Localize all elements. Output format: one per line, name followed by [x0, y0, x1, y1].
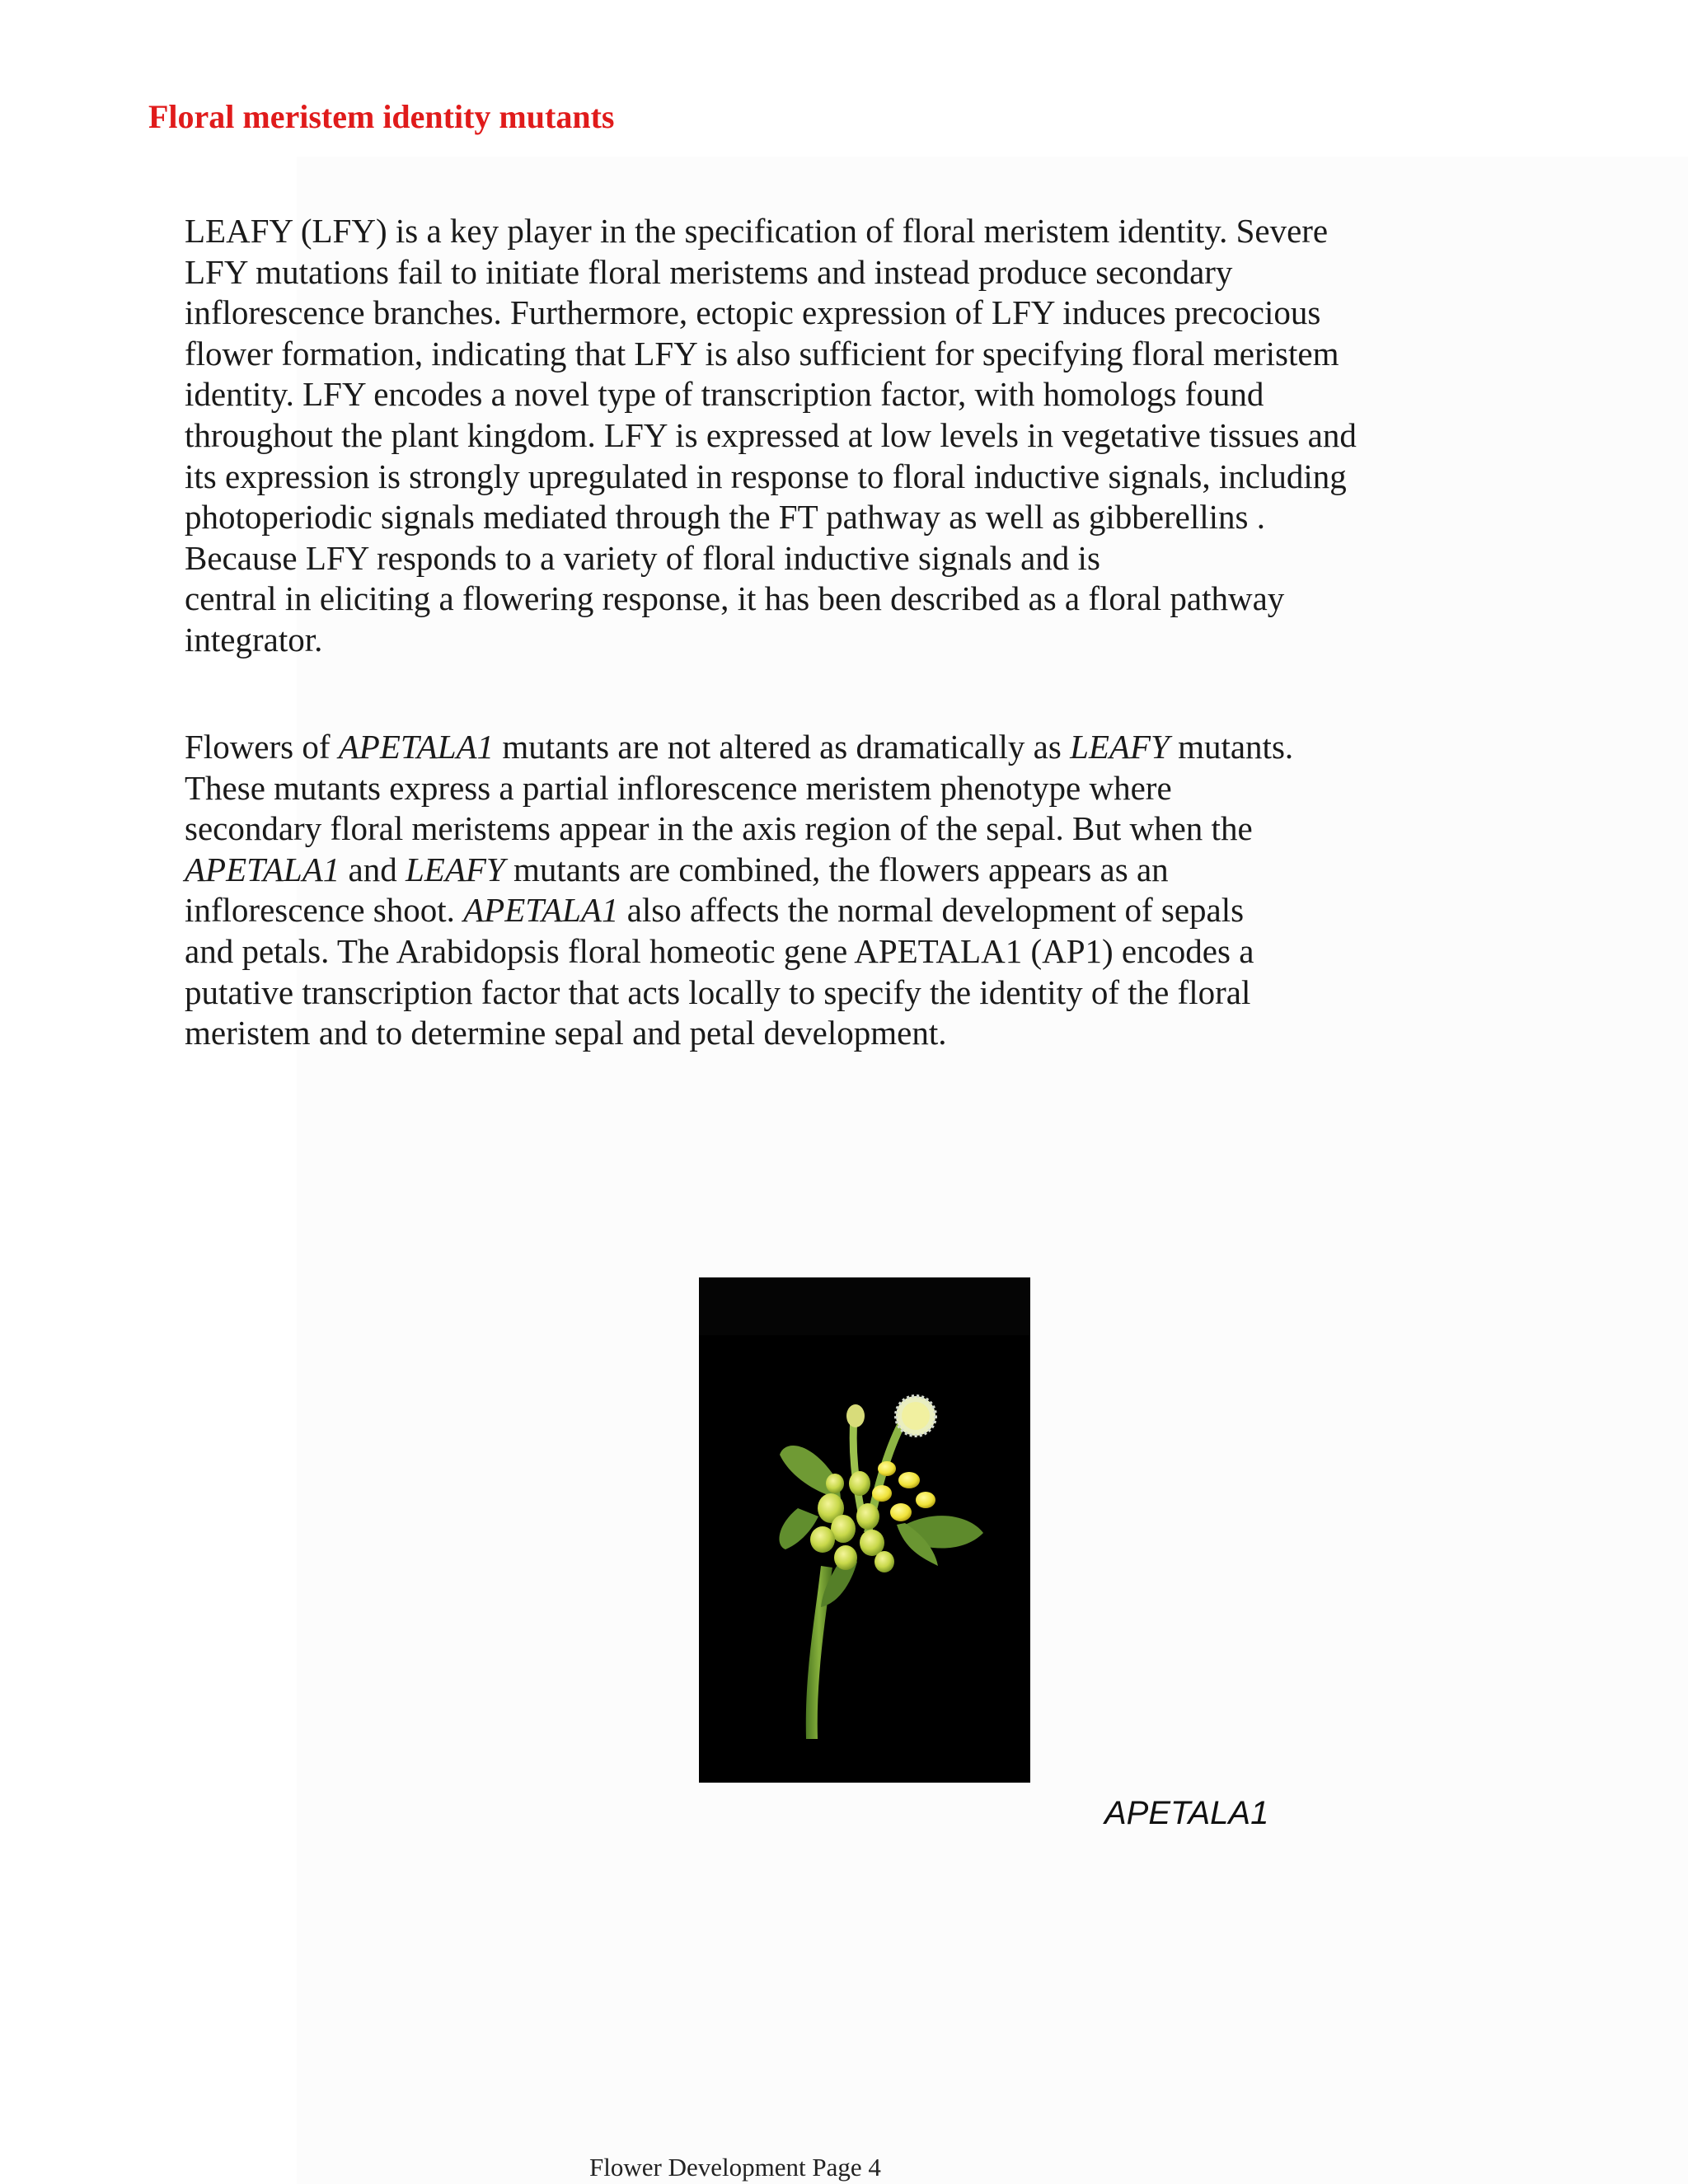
- gene-name-italic: LEAFY: [406, 850, 505, 888]
- flower-illustration: [699, 1277, 1030, 1783]
- paragraph-line: meristem and to determine sepal and petal development.: [185, 1014, 947, 1052]
- text-run: mutants are combined, the flowers appears as an: [504, 850, 1169, 888]
- apetala1-flower-photo: [699, 1277, 1030, 1783]
- text-run: Flowers of: [185, 728, 339, 766]
- paragraph-line: flower formation, indicating that LFY is also sufficient for specifying floral meristem: [185, 334, 1339, 373]
- paragraph-line: These mutants express a partial inflorescence meristem phenotype where: [185, 768, 1172, 807]
- paragraph-line: its expression is strongly upregulated in response to floral inductive signals, including: [185, 457, 1347, 495]
- text-run: and: [340, 850, 406, 888]
- gene-name-italic: LEAFY: [1070, 728, 1170, 766]
- paragraph-line: LEAFY (LFY) is a key player in the specification of floral meristem identity. Severe: [185, 212, 1329, 250]
- section-title: Floral meristem identity mutants: [148, 98, 615, 135]
- paragraph-line: [185, 727, 1487, 768]
- gene-name-italic: APETALA1: [185, 850, 340, 888]
- paragraph-line: putative transcription factor that acts locally to specify the identity of the floral: [185, 972, 1251, 1011]
- paragraph-line: and petals. The Arabidopsis floral homeotic gene APETALA1 (AP1) encodes a: [185, 931, 1254, 970]
- figure-caption: APETALA1: [1104, 1795, 1269, 1831]
- text-run: inflorescence shoot.: [185, 891, 464, 930]
- paragraph-line: central in eliciting a flowering response, it has been described as a floral pathway: [185, 579, 1285, 618]
- gene-name-italic: APETALA1: [463, 891, 619, 930]
- paragraph-line: throughout the plant kingdom. LFY is expressed at low levels in vegetative tissues and: [185, 415, 1357, 454]
- text-run: also affects the normal development of sepals: [618, 891, 1245, 930]
- paragraph-line: [185, 850, 1487, 891]
- paragraph-line: integrator.: [185, 620, 323, 658]
- page-footer: Flower Development Page 4: [589, 2153, 881, 2182]
- paragraph-line: secondary floral meristems appear in the axis region of the sepal. But when the: [185, 809, 1253, 848]
- paragraph-apetala1: [185, 727, 1487, 1054]
- text-run: mutants.: [1169, 728, 1294, 766]
- paragraph-line: LFY mutations fail to initiate floral meristems and instead produce secondary: [185, 252, 1233, 291]
- gene-name-italic: APETALA1: [338, 728, 495, 766]
- paragraph-line: photoperiodic signals mediated through the FT pathway as well as gibberellins .: [185, 498, 1265, 537]
- paragraph-line: identity. LFY encodes a novel type of transcription factor, with homologs found: [185, 375, 1264, 414]
- paragraph-leafy: [185, 211, 1487, 661]
- paragraph-line: [185, 890, 1487, 931]
- paragraph-line: inflorescence branches. Furthermore, ectopic expression of LFY induces precocious: [185, 293, 1321, 332]
- paragraph-line: Because LFY responds to a variety of floral inductive signals and is: [185, 538, 1100, 577]
- text-run: mutants are not altered as dramatically as: [494, 728, 1071, 766]
